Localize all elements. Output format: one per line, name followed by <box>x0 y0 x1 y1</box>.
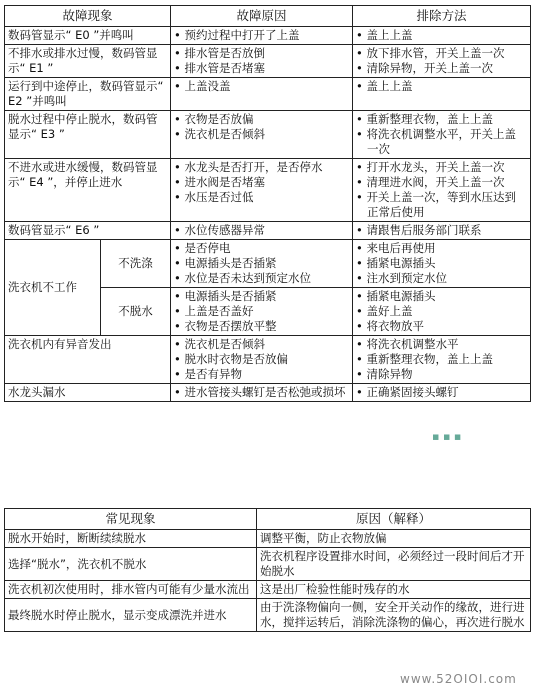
list-item: • 排水管是否堵塞 <box>174 61 349 76</box>
table-row <box>5 384 531 402</box>
cause-cell <box>171 240 353 288</box>
symptom-cell: 洗衣机不工作 <box>5 240 101 336</box>
list-item: • 衣物是否摆放平整 <box>174 319 349 334</box>
header-reason: 原因（解释） <box>257 509 531 530</box>
header-cause: 故障原因 <box>171 6 353 27</box>
list-item: • 上盖是否盖好 <box>174 304 349 319</box>
fix-cell <box>353 384 531 402</box>
symptom-cell: 洗衣机内有异音发出 <box>5 336 171 384</box>
list-item: • 清理进水阀，开关上盖一次 <box>356 175 527 190</box>
fix-cell <box>353 27 531 45</box>
list-item: • 预约过程中打开了上盖 <box>174 28 349 43</box>
troubleshooting-table <box>4 5 531 402</box>
list-item: • 放下排水管，开关上盖一次 <box>356 46 527 61</box>
reason-cell: 洗衣机程序设置排水时间，必须经过一段时间后才开始脱水 <box>257 548 531 581</box>
header-symptom: 故障现象 <box>5 6 171 27</box>
list-item: • 衣物是否放偏 <box>174 112 349 127</box>
list-item: • 将洗衣机调整水平 <box>356 337 527 352</box>
list-item: • 水龙头是否打开，是否停水 <box>174 160 349 175</box>
list-item: • 水位是否未达到预定水位 <box>174 271 349 286</box>
list-item: • 脱水时衣物是否放偏 <box>174 352 349 367</box>
fix-cell <box>353 336 531 384</box>
list-item: • 插紧电源插头 <box>356 289 527 304</box>
phenomenon-cell: 选择“脱水”，洗衣机不脱水 <box>5 548 257 581</box>
fix-cell <box>353 78 531 111</box>
cause-cell <box>171 159 353 222</box>
table-row <box>5 581 531 599</box>
phenomenon-cell: 最终脱水时停止脱水，显示变成漂洗并进水 <box>5 599 257 632</box>
phenomenon-cell: 脱水开始时，断断续续脱水 <box>5 530 257 548</box>
reason-cell: 调整平衡，防止衣物放偏 <box>257 530 531 548</box>
common-phenomena-table <box>4 508 531 632</box>
symptom-cell: 不进水或进水缓慢，数码管显示“ E4 ”，并停止进水 <box>5 159 171 222</box>
list-item: • 洗衣机是否倾斜 <box>174 127 349 142</box>
list-item: • 是否有异物 <box>174 367 349 382</box>
header-fix: 排除方法 <box>353 6 531 27</box>
list-item: • 开关上盖一次，等到水压达到正常后使用 <box>356 190 527 220</box>
table-row <box>5 111 531 159</box>
symptom-cell: 数码管显示“ E0 ”并鸣叫 <box>5 27 171 45</box>
table-row <box>5 159 531 222</box>
list-item: • 清除异物，开关上盖一次 <box>356 61 527 76</box>
list-item: • 重新整理衣物，盖上上盖 <box>356 112 527 127</box>
reason-cell: 由于洗涤物偏向一侧，安全开关动作的缘故，进行进水，搅拌运转后，消除洗涤物的偏心，再次进行脱水 <box>257 599 531 632</box>
list-item: • 请跟售后服务部门联系 <box>356 223 527 238</box>
list-item: • 注水到预定水位 <box>356 271 527 286</box>
list-item: • 水位传感器异常 <box>174 223 349 238</box>
watermark-dots: ▪ ▪ ▪ <box>432 430 462 443</box>
list-item: • 水压是否过低 <box>174 190 349 205</box>
sub-symptom-cell: 不脱水 <box>101 288 171 336</box>
list-item: • 将洗衣机调整水平，开关上盖一次 <box>356 127 527 157</box>
list-item: • 清除异物 <box>356 367 527 382</box>
table-row <box>5 548 531 581</box>
symptom-cell: 不排水或排水过慢，数码管显示“ E1 ” <box>5 45 171 78</box>
table-row <box>5 336 531 384</box>
table-row <box>5 240 531 288</box>
list-item: • 洗衣机是否倾斜 <box>174 337 349 352</box>
cause-cell <box>171 111 353 159</box>
phenomenon-cell: 洗衣机初次使用时，排水管内可能有少量水流出 <box>5 581 257 599</box>
list-item: • 上盖没盖 <box>174 79 349 94</box>
list-item: • 排水管是否放倒 <box>174 46 349 61</box>
reason-cell: 这是出厂检验性能时残存的水 <box>257 581 531 599</box>
table-row <box>5 45 531 78</box>
cause-cell <box>171 384 353 402</box>
table-header-row <box>5 6 531 27</box>
cause-cell <box>171 288 353 336</box>
cause-cell <box>171 78 353 111</box>
list-item: • 打开水龙头，开关上盖一次 <box>356 160 527 175</box>
list-item: • 将衣物放平 <box>356 319 527 334</box>
list-item: • 电源插头是否插紧 <box>174 289 349 304</box>
symptom-cell: 运行到中途停止，数码管显示“ E2 ”并鸣叫 <box>5 78 171 111</box>
table-row <box>5 599 531 632</box>
list-item: • 进水阀是否堵塞 <box>174 175 349 190</box>
list-item: • 正确紧固接头螺钉 <box>356 385 527 400</box>
fix-cell <box>353 45 531 78</box>
fix-cell <box>353 222 531 240</box>
list-item: • 进水管接头螺钉是否松弛或损坏 <box>174 385 349 400</box>
symptom-cell: 数码管显示“ E6 ” <box>5 222 171 240</box>
list-item: • 盖上上盖 <box>356 79 527 94</box>
symptom-cell: 脱水过程中停止脱水，数码管显示“ E3 ” <box>5 111 171 159</box>
list-item: • 是否停电 <box>174 241 349 256</box>
list-item: • 来电后再使用 <box>356 241 527 256</box>
list-item: • 盖上上盖 <box>356 28 527 43</box>
cause-cell <box>171 222 353 240</box>
fix-cell <box>353 288 531 336</box>
symptom-cell: 水龙头漏水 <box>5 384 171 402</box>
header-phenomenon: 常见现象 <box>5 509 257 530</box>
table-row <box>5 222 531 240</box>
table-header-row <box>5 509 531 530</box>
list-item: • 电源插头是否插紧 <box>174 256 349 271</box>
watermark-text: www.52OIOI.com <box>400 672 517 686</box>
list-item: • 插紧电源插头 <box>356 256 527 271</box>
cause-cell <box>171 27 353 45</box>
fix-cell <box>353 159 531 222</box>
table-row <box>5 530 531 548</box>
list-item: • 盖好上盖 <box>356 304 527 319</box>
cause-cell <box>171 45 353 78</box>
list-item: • 重新整理衣物，盖上上盖 <box>356 352 527 367</box>
table-row <box>5 27 531 45</box>
fix-cell <box>353 111 531 159</box>
cause-cell <box>171 336 353 384</box>
table-row <box>5 78 531 111</box>
sub-symptom-cell: 不洗涤 <box>101 240 171 288</box>
fix-cell <box>353 240 531 288</box>
